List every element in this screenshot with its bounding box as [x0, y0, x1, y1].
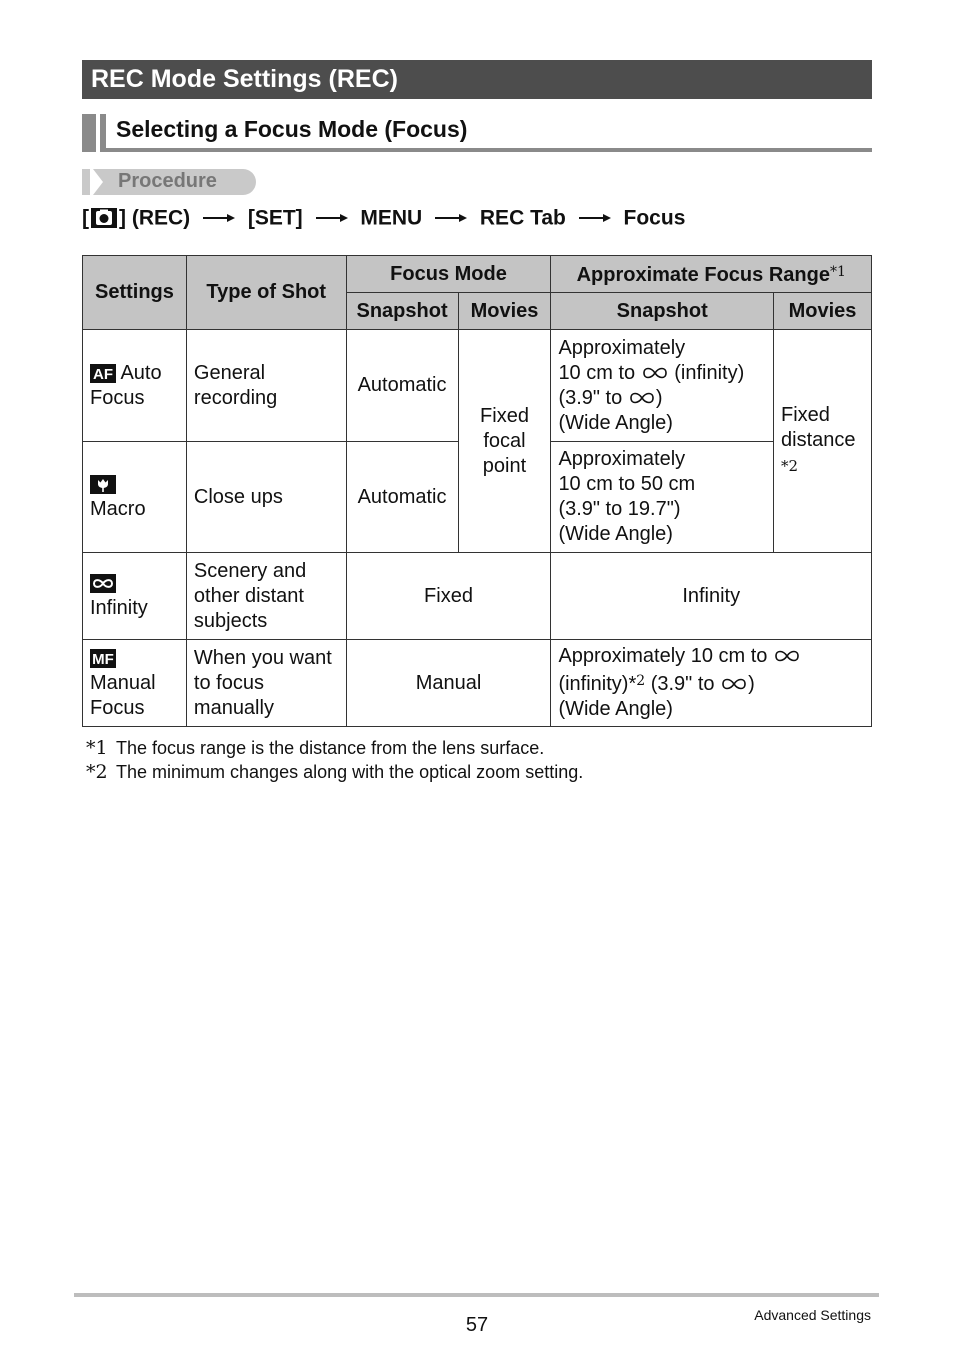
header-snapshot-mode: Snapshot: [346, 293, 458, 330]
infinity-icon: [90, 574, 116, 593]
table-row: [83, 330, 872, 442]
footnotes: [86, 736, 583, 784]
mf-icon: [90, 649, 116, 668]
footnote-item: *2 The minimum changes along with the optical zoom setting.: [86, 761, 584, 783]
cell-mode: Fixed: [346, 553, 551, 640]
cell-setting: Infinity: [83, 553, 187, 640]
header-focus-mode: Focus Mode: [346, 256, 551, 293]
cell-range-snapshot: Approximately 10 cm to (infinity) (3.9" to ) (Wide Angle): [551, 330, 774, 442]
cell-setting: MF Manual Focus: [83, 640, 187, 727]
arrow-right-icon: [435, 213, 467, 223]
cell-type: Close ups: [186, 442, 346, 553]
infinity-symbol-icon: [628, 391, 656, 405]
cell-type: When you want to focus manually: [186, 640, 346, 727]
arrow-right-icon: [316, 213, 348, 223]
svg-text:MF: MF: [92, 650, 114, 668]
footnote-ref: 2: [636, 673, 646, 689]
procedure-label: Procedure: [118, 170, 217, 192]
cell-range: Infinity: [551, 553, 872, 640]
footer-section-name: Advanced Settings: [754, 1307, 871, 1323]
header-movies-mode: Movies: [458, 293, 551, 330]
cell-mode-snapshot: Automatic: [346, 330, 458, 442]
page-header: [82, 60, 872, 99]
header-approx-range: Approximate Focus Range$^{*1}$: [551, 256, 872, 293]
table-header-row: [83, 256, 872, 293]
cell-range-snapshot: Approximately 10 cm to 50 cm (3.9" to 19.7") (Wide Angle): [551, 442, 774, 553]
cell-mode-snapshot: Automatic: [346, 442, 458, 553]
page-header-title: REC Mode Settings (REC): [91, 65, 398, 93]
header-snapshot-range: Snapshot: [551, 293, 774, 330]
svg-text:AF: AF: [93, 365, 113, 383]
section-title: Selecting a Focus Mode (Focus): [116, 116, 468, 142]
section-underline: [106, 148, 872, 152]
macro-flower-icon: [90, 475, 116, 494]
cell-range: Approximately 10 cm to (infinity)*$^2$ (3.9" to ) (Wide Angle): [551, 640, 872, 727]
cell-setting: AF Auto Focus: [83, 330, 187, 442]
section-bar-decoration-thin: [100, 114, 106, 152]
path-step-menu: MENU: [360, 206, 423, 230]
page-number: 57: [465, 1314, 489, 1336]
infinity-symbol-icon: [641, 366, 669, 380]
header-movies-range: Movies: [774, 293, 872, 330]
cell-mode-movies: Fixed focal point: [458, 330, 551, 553]
footer-divider: [74, 1293, 879, 1297]
table-row: [83, 640, 872, 727]
section-bar-decoration: [82, 114, 96, 152]
focus-mode-table: [82, 255, 872, 727]
cell-range-movies: Fixed distance *2: [774, 330, 872, 553]
path-step-rec-tab: REC Tab: [479, 206, 566, 230]
cell-type: General recording: [186, 330, 346, 442]
header-settings: Settings: [83, 256, 187, 330]
cell-setting: Macro: [83, 442, 187, 553]
cell-mode: Manual: [346, 640, 551, 727]
footnote-ref: *1: [829, 264, 846, 280]
camera-icon: [91, 208, 117, 228]
procedure-label-box: [82, 169, 257, 195]
infinity-symbol-icon: [773, 649, 801, 663]
footnote-item: *1 The focus range is the distance from the lens surface.: [86, 737, 545, 759]
header-type-of-shot: Type of Shot: [186, 256, 346, 330]
section-heading: [82, 114, 872, 153]
cell-type: Scenery and other distant subjects: [186, 553, 346, 640]
arrow-right-icon: [203, 213, 235, 223]
infinity-symbol-icon: [720, 677, 748, 691]
af-icon: [90, 364, 116, 383]
path-step-focus: Focus: [623, 206, 686, 230]
path-step-set: [SET]: [247, 206, 303, 230]
footnote-ref: *2: [781, 457, 799, 475]
table-row: [83, 553, 872, 640]
menu-path: [ ] (REC) [SET] MENU REC Tab Focus: [82, 206, 686, 230]
arrow-right-icon: [579, 213, 611, 223]
path-step-rec: ] (REC): [119, 206, 191, 230]
